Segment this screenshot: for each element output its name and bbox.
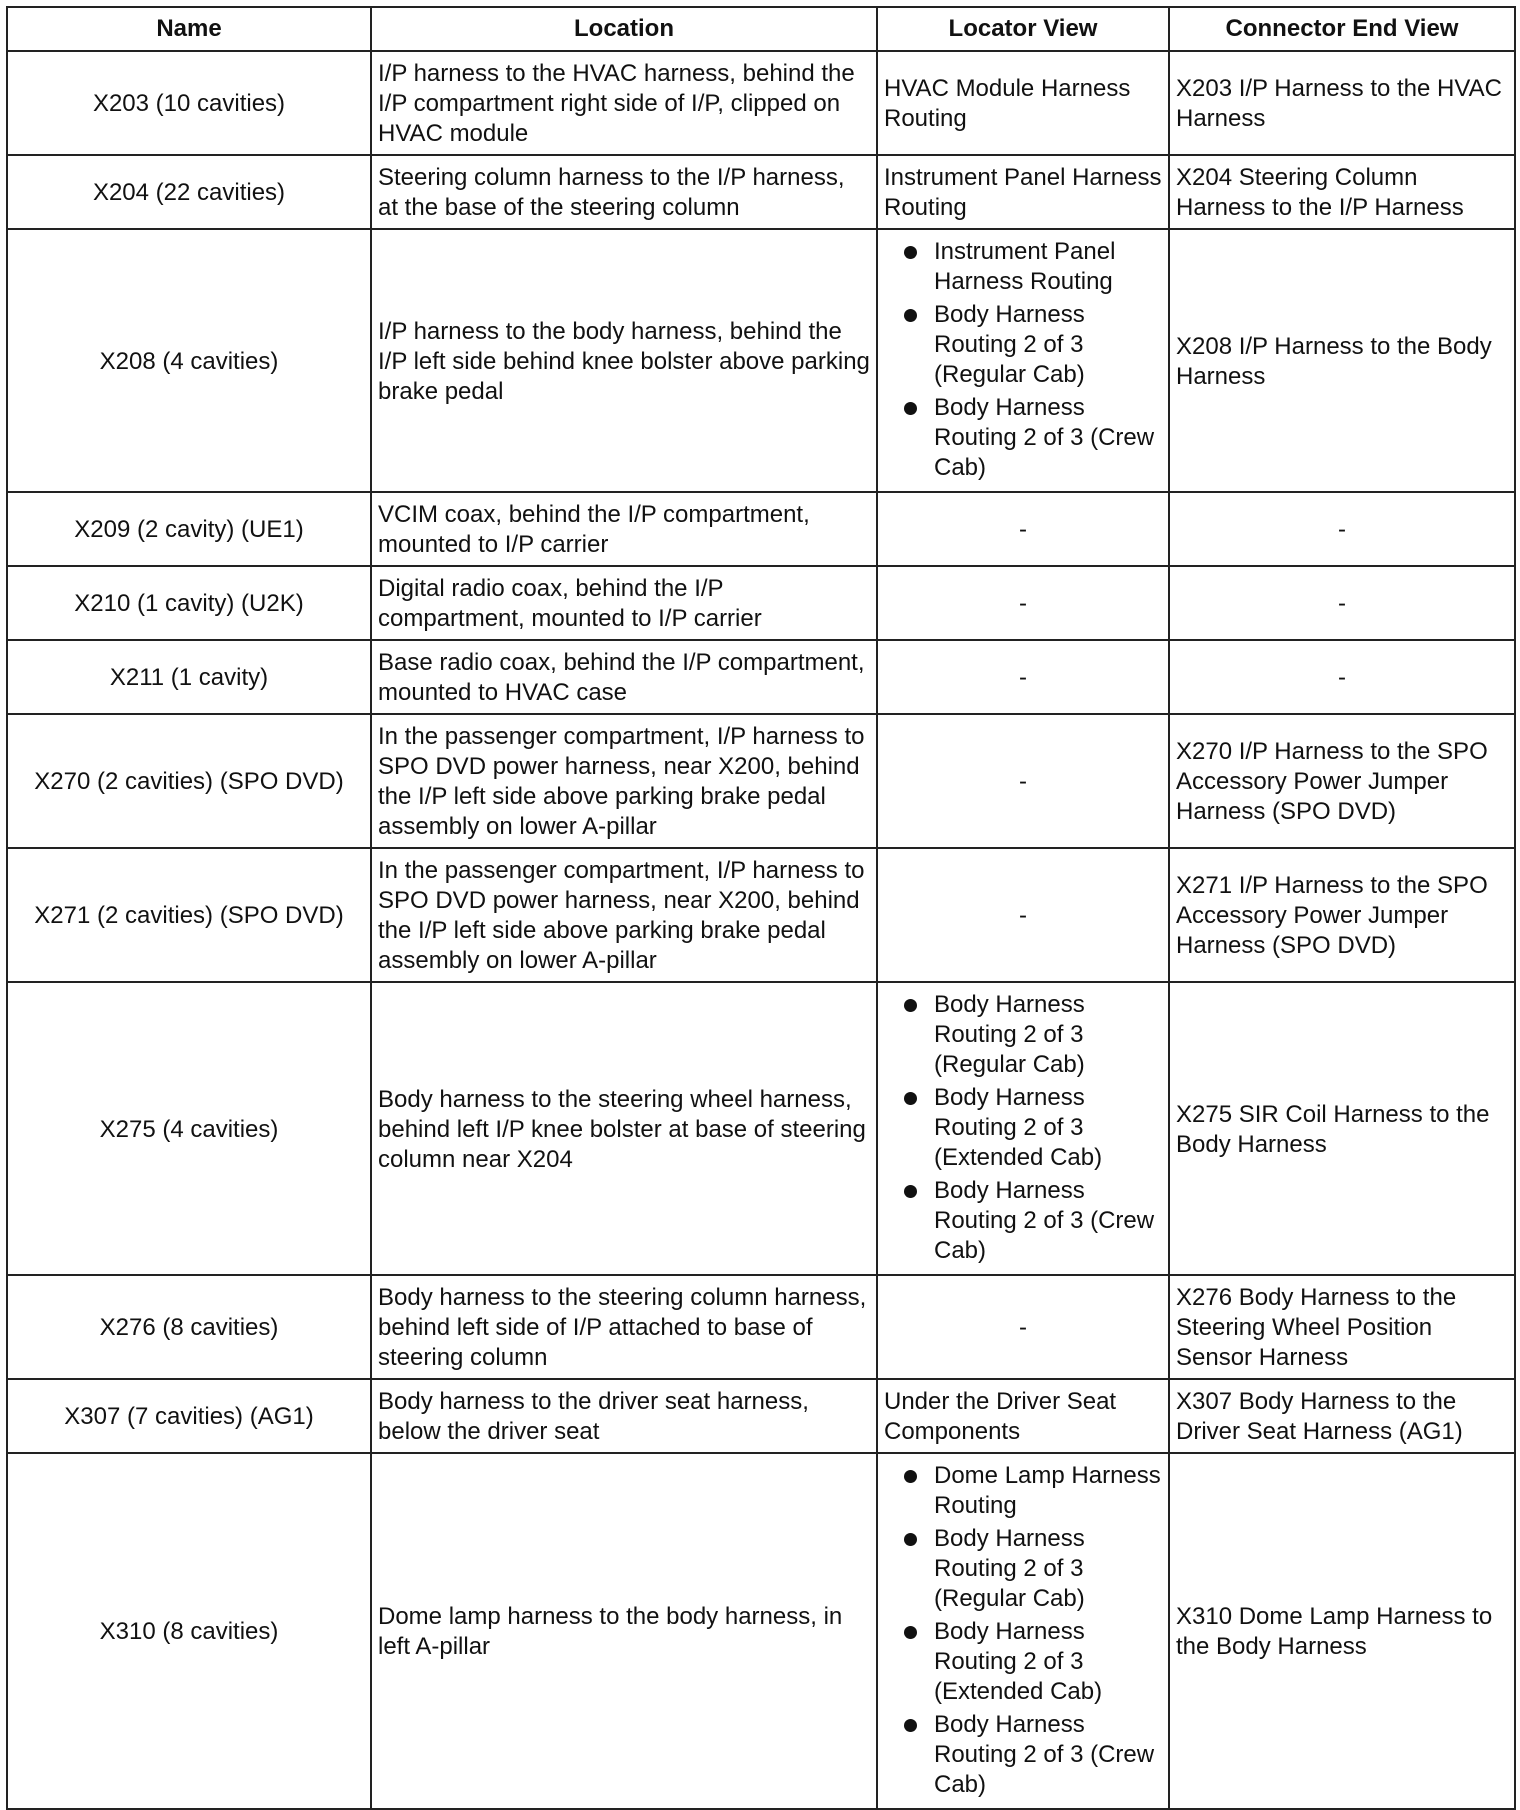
header-locator-view: Locator View [877, 7, 1169, 51]
cell-connector-end-view: X307 Body Harness to the Driver Seat Harness (AG1) [1169, 1379, 1515, 1453]
bullet-icon [904, 1719, 917, 1732]
cell-connector-end-view: X276 Body Harness to the Steering Wheel Position Sensor Harness [1169, 1275, 1515, 1379]
header-location: Location [371, 7, 877, 51]
bullet-icon [904, 1626, 917, 1639]
bullet-icon [904, 246, 917, 259]
cell-location: Steering column harness to the I/P harness, at the base of the steering column [371, 155, 877, 229]
cell-name: X307 (7 cavities) (AG1) [7, 1379, 371, 1453]
list-item [884, 1524, 1162, 1614]
list-item-label: Body Harness Routing 2 of 3 (Regular Cab) [934, 991, 1085, 1078]
bullet-icon [904, 402, 917, 415]
cell-locator-view: - [877, 566, 1169, 640]
cell-location: Dome lamp harness to the body harness, in left A-pillar [371, 1453, 877, 1809]
cell-name: X203 (10 cavities) [7, 51, 371, 155]
table-row [7, 640, 1515, 714]
cell-connector-end-view: - [1169, 492, 1515, 566]
cell-name: X210 (1 cavity) (U2K) [7, 566, 371, 640]
list-item [884, 393, 1162, 483]
table-row [7, 51, 1515, 155]
table-row [7, 155, 1515, 229]
list-item [884, 300, 1162, 390]
header-row [7, 7, 1515, 51]
table-row [7, 848, 1515, 982]
list-item [884, 1461, 1162, 1521]
cell-locator-view: - [877, 492, 1169, 566]
cell-name: X310 (8 cavities) [7, 1453, 371, 1809]
cell-name: X275 (4 cavities) [7, 982, 371, 1275]
cell-location: In the passenger compartment, I/P harness to SPO DVD power harness, near X200, behind the I/P left side above parking brake pedal assembly on lower A-pillar [371, 848, 877, 982]
cell-connector-end-view: X310 Dome Lamp Harness to the Body Harness [1169, 1453, 1515, 1809]
cell-location: I/P harness to the body harness, behind the I/P left side behind knee bolster above parking brake pedal [371, 229, 877, 492]
cell-locator-view [877, 1453, 1169, 1809]
cell-connector-end-view: - [1169, 640, 1515, 714]
cell-location: Body harness to the steering wheel harness, behind left I/P knee bolster at base of steering column near X204 [371, 982, 877, 1275]
list-item-label: Body Harness Routing 2 of 3 (Crew Cab) [934, 1711, 1155, 1798]
list-item [884, 1710, 1162, 1800]
cell-connector-end-view: X204 Steering Column Harness to the I/P Harness [1169, 155, 1515, 229]
table-row [7, 492, 1515, 566]
cell-locator-view: - [877, 848, 1169, 982]
list-item [884, 1083, 1162, 1173]
cell-locator-view: - [877, 1275, 1169, 1379]
cell-locator-view: - [877, 640, 1169, 714]
cell-locator-view [877, 229, 1169, 492]
cell-name: X208 (4 cavities) [7, 229, 371, 492]
cell-connector-end-view: X270 I/P Harness to the SPO Accessory Power Jumper Harness (SPO DVD) [1169, 714, 1515, 848]
list-item-label: Body Harness Routing 2 of 3 (Extended Cab) [934, 1084, 1103, 1171]
table-row [7, 1379, 1515, 1453]
table-row [7, 1275, 1515, 1379]
list-item-label: Dome Lamp Harness Routing [934, 1462, 1161, 1519]
cell-location: I/P harness to the HVAC harness, behind the I/P compartment right side of I/P, clipped on HVAC module [371, 51, 877, 155]
cell-locator-view: Under the Driver Seat Components [877, 1379, 1169, 1453]
bullet-icon [904, 1092, 917, 1105]
cell-locator-view [877, 982, 1169, 1275]
cell-locator-view: - [877, 714, 1169, 848]
table-row [7, 566, 1515, 640]
cell-location: In the passenger compartment, I/P harness to SPO DVD power harness, near X200, behind the I/P left side above parking brake pedal assembly on lower A-pillar [371, 714, 877, 848]
cell-connector-end-view: - [1169, 566, 1515, 640]
cell-name: X270 (2 cavities) (SPO DVD) [7, 714, 371, 848]
cell-locator-view: Instrument Panel Harness Routing [877, 155, 1169, 229]
locator-list [884, 990, 1162, 1266]
cell-name: X209 (2 cavity) (UE1) [7, 492, 371, 566]
cell-location: Body harness to the steering column harness, behind left side of I/P attached to base of steering column [371, 1275, 877, 1379]
cell-location: Body harness to the driver seat harness, below the driver seat [371, 1379, 877, 1453]
bullet-icon [904, 1185, 917, 1198]
cell-location: Base radio coax, behind the I/P compartment, mounted to HVAC case [371, 640, 877, 714]
locator-list [884, 1461, 1162, 1800]
cell-name: X211 (1 cavity) [7, 640, 371, 714]
list-item-label: Body Harness Routing 2 of 3 (Crew Cab) [934, 1177, 1155, 1264]
cell-connector-end-view: X208 I/P Harness to the Body Harness [1169, 229, 1515, 492]
list-item [884, 237, 1162, 297]
cell-location: VCIM coax, behind the I/P compartment, mounted to I/P carrier [371, 492, 877, 566]
cell-name: X271 (2 cavities) (SPO DVD) [7, 848, 371, 982]
header-connector-end-view: Connector End View [1169, 7, 1515, 51]
cell-name: X204 (22 cavities) [7, 155, 371, 229]
locator-list [884, 237, 1162, 483]
bullet-icon [904, 1533, 917, 1546]
table-row [7, 229, 1515, 492]
table-row [7, 714, 1515, 848]
connector-table [6, 6, 1516, 1810]
list-item-label: Body Harness Routing 2 of 3 (Extended Cab) [934, 1618, 1103, 1705]
cell-connector-end-view: X275 SIR Coil Harness to the Body Harness [1169, 982, 1515, 1275]
table-row [7, 982, 1515, 1275]
cell-name: X276 (8 cavities) [7, 1275, 371, 1379]
list-item-label: Instrument Panel Harness Routing [934, 238, 1116, 295]
bullet-icon [904, 1470, 917, 1483]
list-item-label: Body Harness Routing 2 of 3 (Crew Cab) [934, 394, 1155, 481]
list-item-label: Body Harness Routing 2 of 3 (Regular Cab) [934, 301, 1085, 388]
bullet-icon [904, 999, 917, 1012]
cell-location: Digital radio coax, behind the I/P compartment, mounted to I/P carrier [371, 566, 877, 640]
list-item [884, 1176, 1162, 1266]
cell-locator-view: HVAC Module Harness Routing [877, 51, 1169, 155]
cell-connector-end-view: X203 I/P Harness to the HVAC Harness [1169, 51, 1515, 155]
header-name: Name [7, 7, 371, 51]
table-row [7, 1453, 1515, 1809]
cell-connector-end-view: X271 I/P Harness to the SPO Accessory Power Jumper Harness (SPO DVD) [1169, 848, 1515, 982]
list-item [884, 990, 1162, 1080]
list-item [884, 1617, 1162, 1707]
bullet-icon [904, 309, 917, 322]
list-item-label: Body Harness Routing 2 of 3 (Regular Cab) [934, 1525, 1085, 1612]
